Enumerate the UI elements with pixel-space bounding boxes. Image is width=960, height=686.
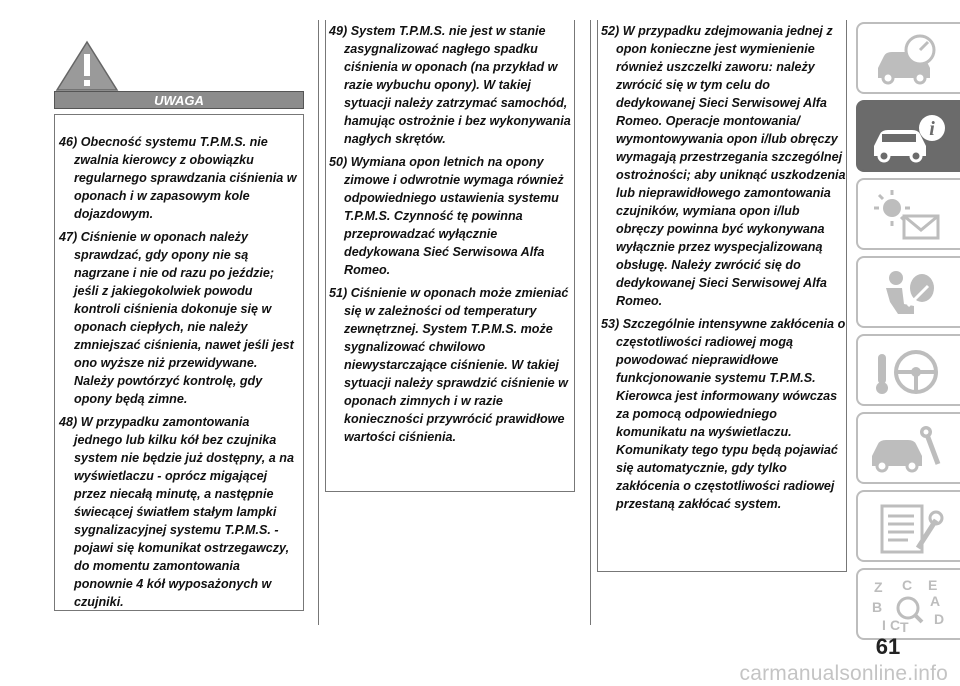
svg-text:A: A xyxy=(930,593,941,609)
watermark: carmanualsonline.info xyxy=(739,662,948,685)
tab-safety-info[interactable] xyxy=(856,100,960,172)
warning-lights-icon xyxy=(868,188,948,244)
svg-text:C: C xyxy=(890,617,901,633)
airbag-seat-icon xyxy=(868,266,948,322)
svg-text:Z: Z xyxy=(874,579,883,595)
note-49: 49) System T.P.M.S. nie jest w stanie zasygnalizować nagłego spadku ciśnienia w oponach (na przykład w razie wybuchu opony). W takiej sytuacji należy zatrzymać samochód, hamując ostrożnie i bez wykonywania nagłych skrętów. xyxy=(329,24,571,146)
notes-column-2 xyxy=(329,22,574,451)
emergency-car-icon xyxy=(868,422,948,478)
column-divider xyxy=(590,20,591,625)
svg-text:I: I xyxy=(882,617,886,633)
tab-in-emergency[interactable] xyxy=(856,412,960,484)
column-divider xyxy=(318,20,319,625)
svg-text:D: D xyxy=(934,611,945,627)
svg-text:T: T xyxy=(900,619,909,634)
notes-column-3 xyxy=(601,22,846,518)
car-gauge-icon xyxy=(868,32,948,88)
tab-warning-lights[interactable] xyxy=(856,178,960,250)
note-50: 50) Wymiana opon letnich na opony zimowe i odwrotnie wymaga również odpowiedniego ustawienia systemu T.P.M.S. Czynność tę powinna przeprowadzać wyłącznie dedykowana Sieć Serwisowa Alfa Romeo. xyxy=(329,155,564,277)
svg-text:E: E xyxy=(928,578,938,593)
note-47: 47) Ciśnienie w oponach należy sprawdzać, gdy opony nie są nagrzane i nie od razu po jeździe; jeśli z jakiegokolwiek powodu kontroli ciśnienia dokonuje się w oponach ciepłych, nie należy zmniejszać ciśnienia, nawet jeśli jest ono wyższe niż przewidywane. Należy powtórzyć kontrolę, gdy opony będą zimne. xyxy=(59,230,294,406)
car-info-icon xyxy=(868,110,948,166)
warning-title: UWAGA xyxy=(54,91,304,109)
tab-servicing-care[interactable] xyxy=(856,490,960,562)
note-52: 52) W przypadku zdejmowania jednej z opon konieczne jest wymienienie również uszczelki zaworu: należy zwrócić się w tym celu do dedykowanej Sieci Serwisowej Alfa Romeo. Operacje montowania/ wymontowywania opon i/lub obręczy wymagają przestrzegania szczególnej ostrożności; aby uniknąć uszkodzenia lub nieprawidłowego zamontowania czujników, wymiana opon i/lub obręczy powinna być wykonywana wyłącznie przez wyspecjalizowaną obsługę. Należy zwrócić się do dedykowanej Sieci Serwisowej Alfa Romeo. xyxy=(601,24,846,308)
tab-safety[interactable] xyxy=(856,256,960,328)
note-46: 46) Obecność systemu T.P.M.S. nie zwalnia kierowcy z obowiązku regularnego sprawdzania ciśnienia w oponach i w zapasowym kole dojazdowym. xyxy=(59,135,297,221)
starting-driving-icon xyxy=(868,344,948,400)
notes-column-1 xyxy=(59,133,299,616)
note-51: 51) Ciśnienie w oponach może zmieniać się w zależności od temperatury zewnętrznej. System T.P.M.S. może sygnalizować chwilowo niewystarczające ciśnienie. W takiej sytuacji należy sprawdzić ciśnienie w oponach zimnych i w razie konieczności przywrócić prawidłowe wartości ciśnienia. xyxy=(329,286,569,444)
note-53: 53) Szczególnie intensywne zakłócenia o częstotliwości radiowej mogą powodować nieprawidłowe funkcjonowanie systemu T.P.M.S. Kierowca jest informowany wówczas za pomocą odpowiedniego komunikatu na wyświetlaczu. Komunikaty tego typu będą pojawiać się automatycznie, gdy tylko zakłócenia o częstotliwości radiowej przestaną zakłócać system. xyxy=(601,317,846,511)
svg-text:C: C xyxy=(902,578,913,593)
svg-text:B: B xyxy=(872,599,883,615)
svg-text:i: i xyxy=(929,118,935,140)
note-48: 48) W przypadku zamontowania jednego lub kilku kół bez czujnika system nie będzie już dostępny, a na wyświetlaczu - oprócz migającej przez niecałą minutę, a następnie świecącej światłem stałym lampki sygnalizacyjnej systemu T.P.M.S. - pojawi się komunikat ostrzegawczy, do momentu zamontowania ponownie 4 kół wyposażonych w czujniki. xyxy=(59,415,294,609)
tab-knowing-the-car[interactable] xyxy=(856,22,960,94)
tab-index[interactable] xyxy=(856,568,960,640)
page-number: 61 xyxy=(875,634,901,659)
warning-triangle-icon xyxy=(55,40,119,92)
maintenance-tools-icon xyxy=(868,500,948,556)
tab-starting-driving[interactable] xyxy=(856,334,960,406)
index-letters-icon xyxy=(868,578,948,634)
